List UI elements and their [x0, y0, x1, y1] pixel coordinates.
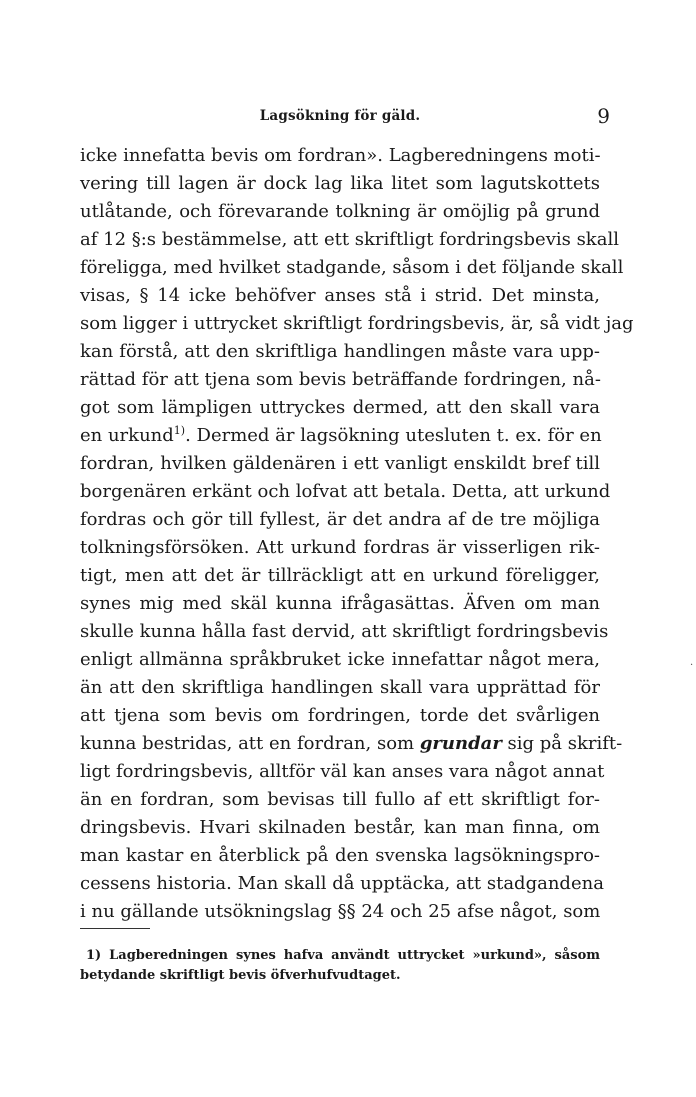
text-line: kan förstå, att den skriftliga handlingen måste vara upp- [80, 341, 600, 362]
text-line: skulle kunna hålla fast dervid, att skriftligt fordringsbevis [80, 621, 609, 642]
text-line: dringsbevis. Hvari skilnaden består, kan man finna, om [80, 817, 600, 838]
text-line: fordran, hvilken gäldenären i ett vanligt enskildt bref till [80, 453, 600, 474]
text-line: än att den skriftliga handlingen skall vara upprättad för [80, 677, 600, 698]
text-line-with-emphasis [80, 730, 623, 758]
footnotes [80, 946, 600, 986]
footnote-reference[interactable]: 1) [173, 424, 186, 437]
text-line: icke innefatta bevis om fordran». Lagberedningens moti- [80, 145, 601, 166]
text-line: cessens historia. Man skall då upptäcka, att stadgandena [80, 873, 604, 894]
text-line: som ligger i uttrycket skriftligt fordringsbevis, är, så vidt jag [80, 313, 634, 334]
text-line: än en fordran, som bevisas till fullo af ett skriftligt for- [80, 789, 600, 810]
text-fragment: sig på skrift- [501, 733, 623, 754]
text-line: visas, § 14 icke behöfver anses stå i strid. Det minsta, [80, 285, 600, 306]
text-line: rättad för att tjena som bevis beträffande fordringen, nå- [80, 369, 601, 390]
text-line: tigt, men att det är tillräckligt att en urkund föreligger, [80, 565, 600, 586]
text-line: att tjena som bevis om fordringen, torde det svårligen [80, 705, 600, 726]
text-line: man kastar en återblick på den svenska lagsökningspro- [80, 845, 600, 866]
footnote-divider [80, 928, 150, 929]
body-text [80, 142, 634, 926]
text-line: vering till lagen är dock lag lika litet som lagutskottets [80, 173, 600, 194]
text-line: af 12 §:s bestämmelse, att ett skriftligt fordringsbevis skall [80, 229, 619, 250]
margin-dot: · [690, 660, 694, 671]
text-line: borgenären erkänt och lofvat att betala. Detta, att urkund [80, 481, 611, 502]
running-title: Lagsökning för gäld. [259, 108, 421, 124]
page-number: 9 [597, 104, 610, 128]
text-fragment: . Dermed är lagsökning utesluten t. ex. för en [185, 425, 602, 446]
text-line: utlåtande, och förevarande tolkning är omöjlig på grund [80, 201, 600, 222]
text-line: synes mig med skäl kunna ifrågasättas. Äfven om man [80, 593, 600, 614]
footnote-text: betydande skriftligt bevis öfverhufvudtaget. [80, 968, 401, 983]
text-line: got som lämpligen uttryckes dermed, att den skall vara [80, 397, 600, 418]
emphasized-word: grundar [419, 733, 502, 754]
footnote-text: 1) Lagberedningen synes hafva användt uttrycket »urkund», såsom [86, 948, 600, 963]
text-line: ligt fordringsbevis, alltför väl kan anses vara något annat [80, 761, 605, 782]
page-header [80, 104, 610, 128]
text-fragment: en urkund [80, 425, 174, 446]
text-line: i nu gällande utsökningslag §§ 24 och 25 afse något, som [80, 901, 601, 922]
text-line: tolkningsförsöken. Att urkund fordras är visserligen rik- [80, 537, 600, 558]
text-fragment: kunna bestridas, att en fordran, som [80, 733, 420, 754]
text-line-with-footnote-ref [80, 422, 600, 450]
text-line: föreligga, med hvilket stadgande, såsom i det följande skall [80, 257, 624, 278]
text-line: fordras och gör till fyllest, är det andra af de tre möjliga [80, 509, 600, 530]
text-line: enligt allmänna språkbruket icke innefattar något mera, [80, 649, 600, 670]
